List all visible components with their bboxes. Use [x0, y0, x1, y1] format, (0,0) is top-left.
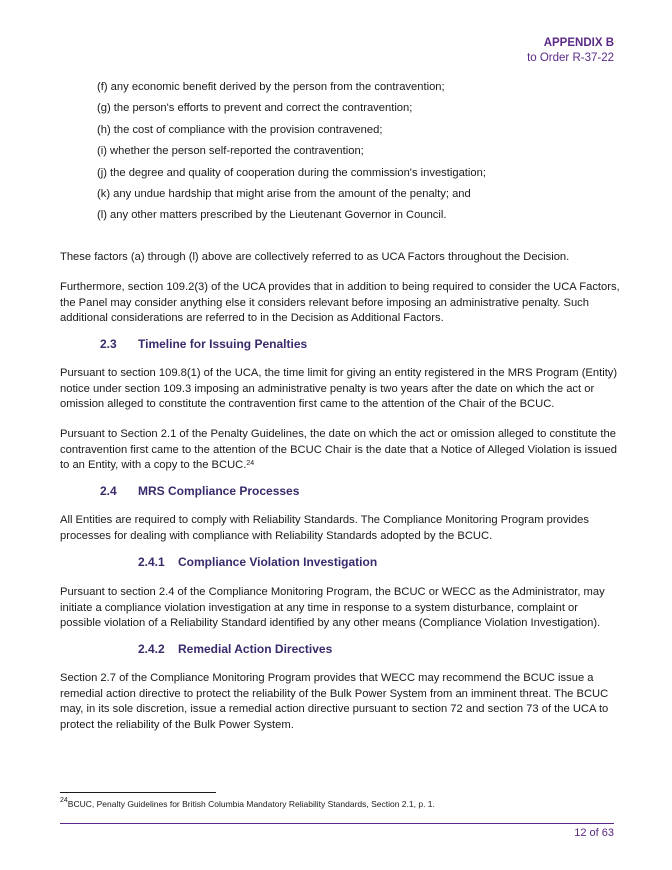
footnote-reference: 24	[246, 460, 255, 468]
footnote-divider	[60, 792, 216, 793]
heading-number: 2.4	[100, 484, 117, 498]
heading-2-4-1	[138, 555, 377, 569]
footer-divider	[60, 823, 614, 824]
paragraph-additional-factors: Furthermore, section 109.2(3) of the UCA provides that in addition to being required to consider the UCA Factors, the Panel may consider anything else it considers relevant before imposing an administrative penalty. Such additional considerations are referred to in the Decision as Additional Factors.	[60, 281, 620, 325]
page-header	[527, 36, 614, 66]
paragraph-violation-investigation: Pursuant to section 2.4 of the Compliance Monitoring Program, the BCUC or WECC as the Administrator, may initiate a compliance violation investigation at any time in response to a system disturbance, complaint or possible violation of a Reliability Standard identified by any other means (Compliance Violation Investigation).	[60, 586, 605, 630]
list-item: (k) any undue hardship that might arise from the amount of the penalty; and	[97, 187, 471, 200]
heading-text: Timeline for Issuing Penalties	[138, 337, 308, 351]
heading-2-4	[100, 484, 299, 498]
paragraph-compliance-program: All Entities are required to comply with Reliability Standards. The Compliance Monitoring Program provides processes for dealing with compliance with Reliability Standards adopted by the BCUC.	[60, 514, 589, 542]
heading-2-4-2	[138, 642, 332, 656]
footnote	[60, 799, 435, 809]
heading-number: 2.3	[100, 337, 117, 351]
list-item: (j) the degree and quality of cooperation during the commission's investigation;	[97, 166, 486, 179]
appendix-title: APPENDIX B	[543, 37, 614, 49]
paragraph-time-limit: Pursuant to section 109.8(1) of the UCA, the time limit for giving an entity registered in the MRS Program (Entity) notice under section 109.3 imposing an administrative penalty is two years after the date on which the act or omission alleged to constitute the contravention first came to the attention of the Chair of the BCUC.	[60, 367, 618, 411]
footnote-number: 24	[60, 797, 68, 804]
list-item: (f) any economic benefit derived by the person from the contravention;	[97, 81, 445, 93]
list-item: (l) any other matters prescribed by the Lieutenant Governor in Council.	[97, 209, 447, 222]
list-item: (g) the person's efforts to prevent and correct the contravention;	[97, 102, 413, 115]
heading-2-3	[100, 337, 307, 351]
heading-number: 2.4.2	[138, 642, 165, 656]
list-item: (h) the cost of compliance with the provision contravened;	[97, 123, 383, 136]
list-item: (i) whether the person self-reported the contravention;	[97, 145, 364, 158]
heading-text: Compliance Violation Investigation	[178, 555, 378, 569]
footnote-text: BCUC, Penalty Guidelines for British Columbia Mandatory Reliability Standards, Section 2.1, p. 1.	[67, 799, 435, 809]
heading-number: 2.4.1	[138, 555, 165, 569]
paragraph-uca-factors: These factors (a) through (l) above are collectively referred to as UCA Factors throughout the Decision.	[60, 251, 570, 263]
heading-text: MRS Compliance Processes	[138, 484, 300, 498]
paragraph-penalty-guidelines	[60, 427, 620, 474]
factor-list	[97, 80, 486, 230]
order-reference: to Order R-37-22	[527, 52, 614, 64]
page-number: 12 of 63	[574, 827, 614, 839]
heading-text: Remedial Action Directives	[178, 642, 333, 656]
paragraph-text: Pursuant to Section 2.1 of the Penalty Guidelines, the date on which the act or omission alleged to constitute the contravention first came to the attention of the BCUC Chair is the date that a Notice of Alleged Violation is issued to an Entity, with a copy to the BCUC.	[60, 428, 617, 472]
paragraph-remedial-action: Section 2.7 of the Compliance Monitoring Program provides that WECC may recommend the BCUC issue a remedial action directive to protect the reliability of the Bulk Power System from an imminent threat. The BCUC may, in its sole discretion, issue a remedial action directive pursuant to section 72 and section 73 of the UCA to protect the reliability of the Bulk Power System.	[60, 672, 609, 731]
